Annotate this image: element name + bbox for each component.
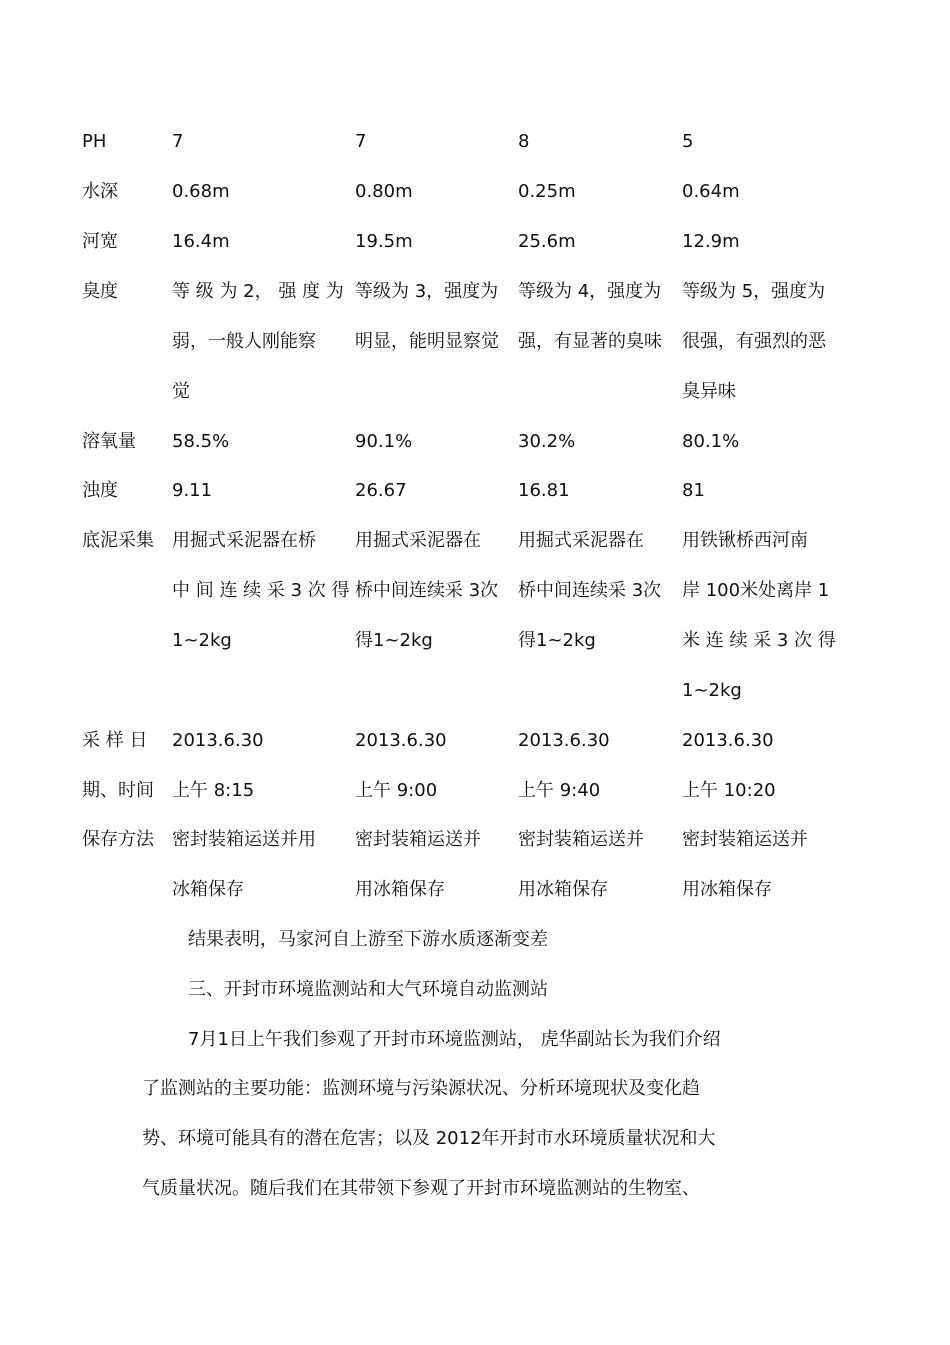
table-cell-line: 米 连 续 采 3 次 得 xyxy=(682,630,836,651)
table-cell: 26.67 xyxy=(355,480,407,501)
row-label-sample-time: 期、时间 xyxy=(82,780,154,801)
table-cell-line: 觉 xyxy=(172,381,190,402)
table-cell: 0.80m xyxy=(355,181,413,202)
result-sentence: 结果表明，马家河自上游至下游水质逐渐变差 xyxy=(188,929,548,950)
table-cell-line: 用掘式采泥器在桥 xyxy=(172,530,316,551)
table-cell-line: 岸 100米处离岸 1 xyxy=(682,580,830,601)
table-cell-line: 上午 8:15 xyxy=(172,780,255,801)
table-cell: 7 xyxy=(172,131,184,152)
table-cell-line: 上午 9:40 xyxy=(518,780,601,801)
table-cell: 0.64m xyxy=(682,181,740,202)
table-cell-line: 中 间 连 续 采 3 次 得 xyxy=(172,580,350,601)
table-cell-line: 1~2kg xyxy=(172,630,232,651)
table-cell: 25.6m xyxy=(518,231,576,252)
table-cell: 16.81 xyxy=(518,480,570,501)
table-cell-line: 上午 9:00 xyxy=(355,780,438,801)
table-cell-line: 1~2kg xyxy=(682,680,742,701)
table-cell: 0.25m xyxy=(518,181,576,202)
paragraph-line: 势、环境可能具有的潜在危害；以及 2012年开封市水环境质量状况和大 xyxy=(142,1128,716,1149)
table-cell-line: 密封装箱运送并 xyxy=(518,829,644,850)
table-cell-line: 强，有显著的臭味 xyxy=(518,331,662,352)
row-label-sample-date: 采 样 日 xyxy=(82,730,148,751)
table-cell-line: 2013.6.30 xyxy=(172,730,264,751)
row-label-width: 河宽 xyxy=(82,231,118,252)
table-cell: 9.11 xyxy=(172,480,213,501)
table-cell-line: 很强，有强烈的恶 xyxy=(682,331,826,352)
table-cell-line: 密封装箱运送并 xyxy=(355,829,481,850)
table-cell: 5 xyxy=(682,131,694,152)
table-cell: 8 xyxy=(518,131,530,152)
row-label-turbidity: 浊度 xyxy=(82,480,118,501)
table-cell-line: 桥中间连续采 3次 xyxy=(518,580,662,601)
table-cell-line: 用冰箱保存 xyxy=(355,879,445,900)
table-cell-line: 用掘式采泥器在 xyxy=(518,530,644,551)
table-cell: 16.4m xyxy=(172,231,230,252)
table-cell: 19.5m xyxy=(355,231,413,252)
paragraph-line: 气质量状况。随后我们在其带领下参观了开封市环境监测站的生物室、 xyxy=(142,1178,700,1199)
table-cell-line: 密封装箱运送并用 xyxy=(172,829,316,850)
table-cell-line: 得1~2kg xyxy=(355,630,433,651)
table-cell-line: 上午 10:20 xyxy=(682,780,776,801)
table-cell-line: 2013.6.30 xyxy=(355,730,447,751)
table-cell-line: 桥中间连续采 3次 xyxy=(355,580,499,601)
table-cell-line: 弱，一般人刚能察 xyxy=(172,331,316,352)
paragraph-line: 7月1日上午我们参观了开封市环境监测站， 虎华副站长为我们介绍 xyxy=(188,1029,721,1050)
table-cell: 30.2% xyxy=(518,431,576,452)
row-label-oxygen: 溶氧量 xyxy=(82,431,136,452)
row-label-storage: 保存方法 xyxy=(82,829,154,850)
row-label-depth: 水深 xyxy=(82,181,118,202)
table-cell-line: 等级为 3，强度为 xyxy=(355,281,499,302)
table-cell-line: 明显，能明显察觉 xyxy=(355,331,499,352)
row-label-sediment: 底泥采集 xyxy=(82,530,154,551)
row-label-odor: 臭度 xyxy=(82,281,118,302)
table-cell-line: 密封装箱运送并 xyxy=(682,829,808,850)
table-cell: 7 xyxy=(355,131,367,152)
table-cell-line: 冰箱保存 xyxy=(172,879,244,900)
table-cell-line: 2013.6.30 xyxy=(518,730,610,751)
row-label-ph: PH xyxy=(82,131,107,152)
table-cell-line: 等级为 4，强度为 xyxy=(518,281,662,302)
table-cell-line: 臭异味 xyxy=(682,381,736,402)
table-cell-line: 用冰箱保存 xyxy=(518,879,608,900)
table-cell-line: 用掘式采泥器在 xyxy=(355,530,481,551)
table-cell: 81 xyxy=(682,480,705,501)
table-cell-line: 得1~2kg xyxy=(518,630,596,651)
table-cell-line: 用冰箱保存 xyxy=(682,879,772,900)
section-heading: 三、开封市环境监测站和大气环境自动监测站 xyxy=(188,979,548,1000)
table-cell-line: 等 级 为 2， 强 度 为 xyxy=(172,281,344,302)
table-cell: 0.68m xyxy=(172,181,230,202)
table-cell-line: 用铁锹桥西河南 xyxy=(682,530,808,551)
table-cell: 58.5% xyxy=(172,431,230,452)
table-cell: 80.1% xyxy=(682,431,740,452)
paragraph-line: 了监测站的主要功能：监测环境与污染源状况、分析环境现状及变化趋 xyxy=(142,1078,700,1099)
table-cell-line: 2013.6.30 xyxy=(682,730,774,751)
table-cell: 90.1% xyxy=(355,431,413,452)
table-cell-line: 等级为 5，强度为 xyxy=(682,281,826,302)
table-cell: 12.9m xyxy=(682,231,740,252)
